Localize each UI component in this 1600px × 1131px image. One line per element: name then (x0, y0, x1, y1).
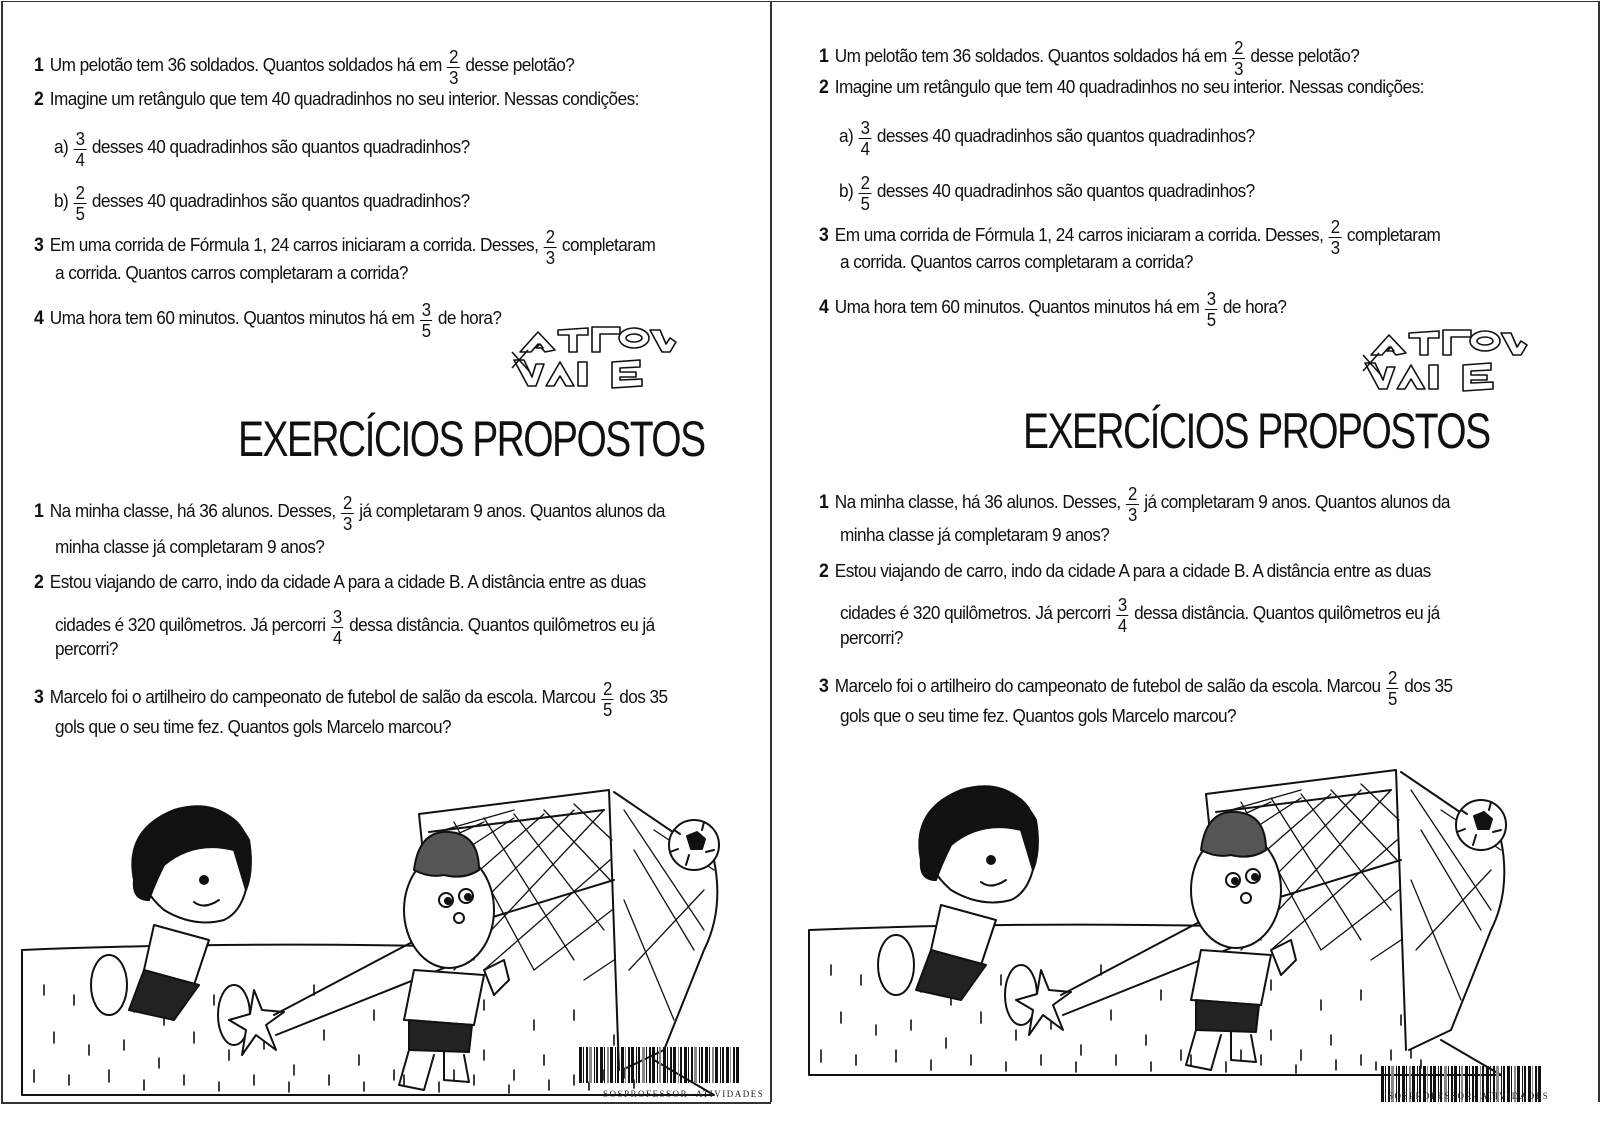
denominator: 4 (75, 150, 85, 170)
exercise-3-line-2: gols que o seu time fez. Quantos gols Marcelo marcou? (840, 705, 1236, 726)
exercise-1-line-2: minha classe já completaram 9 anos? (55, 536, 325, 557)
barcode-bar (678, 1047, 679, 1083)
kicker-character (878, 786, 1071, 1035)
numerator: 3 (332, 607, 342, 627)
barcode-bar (673, 1047, 676, 1083)
item-label: a) (54, 135, 69, 157)
denominator: 4 (860, 139, 870, 159)
question-text: Em uma corrida de Fórmula 1, 24 carros iniciaram a corrida. Desses, (834, 223, 1324, 245)
question-text: desses 40 quadradinhos são quantos quadradinhos? (876, 124, 1255, 146)
barcode-bar (617, 1047, 619, 1083)
barcode-caption: SOSPROFESSOR- ATIVIDADES (1388, 1091, 1550, 1101)
barcode-bar (628, 1047, 630, 1083)
worksheet-page-left (0, 0, 770, 1131)
fraction (341, 494, 353, 534)
denominator: 5 (1206, 310, 1216, 330)
denominator: 3 (1234, 59, 1243, 79)
barcode-bar (1381, 1066, 1384, 1102)
question-text: Em uma corrida de Fórmula 1, 24 carros iniciaram a corrida. Desses, (49, 233, 539, 255)
question-text: Estou viajando de carro, indo da cidade A para a cidade B. A distância entre as duas (834, 560, 1431, 581)
exercise-1 (819, 483, 1450, 523)
barcode-bar (642, 1047, 645, 1083)
barcode-bar (583, 1047, 584, 1083)
denominator: 4 (332, 628, 342, 648)
barcode-bar (649, 1047, 651, 1083)
question-number: 3 (34, 234, 44, 256)
barcode-icon (577, 1047, 742, 1083)
exercise-2-line-3: percorri? (840, 627, 903, 648)
question-number: 4 (34, 307, 44, 329)
question-text: desses 40 quadradinhos são quantos quadradinhos? (91, 135, 470, 157)
soccer-illustration (801, 750, 1541, 1080)
question-number: 1 (34, 54, 44, 76)
question-4 (34, 299, 501, 339)
exercise-2-line-3: percorri? (55, 638, 118, 659)
denominator: 3 (1128, 505, 1137, 525)
question-number: 2 (819, 77, 829, 98)
fraction (1232, 39, 1244, 79)
question-text: Imagine um retângulo que tem 40 quadradinhos no seu interior. Nessas condições: (49, 88, 639, 109)
fraction (601, 680, 613, 720)
barcode-bar (694, 1047, 697, 1083)
fraction (331, 608, 343, 648)
denominator: 3 (449, 68, 458, 88)
barcode-bar (636, 1047, 637, 1083)
question-text: desse pelotão? (465, 53, 575, 75)
question-3-line-2: a corrida. Quantos carros completaram a corrida? (840, 251, 1193, 272)
fraction (1126, 485, 1138, 525)
field-outline (809, 925, 1501, 1075)
barcode-caption: SOSPROFESSOR- ATIVIDADES (603, 1089, 765, 1099)
question-text: dessa distância. Quantos quilômetros eu já (349, 613, 655, 635)
barcode-bar (663, 1047, 666, 1083)
fraction (544, 228, 556, 268)
barcode-bar (579, 1047, 582, 1083)
volta-e-vai-logo (500, 322, 680, 392)
question-text: Um pelotão tem 36 soldados. Quantos soldados há em (834, 44, 1227, 66)
exercise-1 (34, 492, 665, 532)
numerator: 3 (860, 118, 870, 138)
denominator: 5 (75, 204, 85, 224)
question-text: Na minha classe, há 36 alunos. Desses, (834, 490, 1121, 512)
barcode-bar (722, 1047, 724, 1083)
denominator: 3 (343, 514, 352, 534)
item-label: a) (839, 124, 854, 146)
question-text: Uma hora tem 60 minutos. Quantos minutos há em (834, 295, 1200, 317)
barcode-bar (684, 1047, 687, 1083)
numerator: 3 (421, 300, 431, 320)
fraction (859, 119, 871, 159)
question-1 (34, 46, 574, 86)
exercise-1-line-2: minha classe já completaram 9 anos? (840, 524, 1110, 545)
barcode-bar (670, 1047, 672, 1083)
barcode-bar (625, 1047, 626, 1083)
numerator: 2 (1128, 484, 1137, 504)
numerator: 2 (603, 679, 612, 699)
barcode-bar (730, 1047, 731, 1083)
page-title: EXERCÍCIOS PROPOSTOS (1023, 403, 1490, 459)
question-text: desses 40 quadradinhos são quantos quadradinhos? (876, 179, 1255, 201)
barcode-bar (646, 1047, 647, 1083)
barcode-bar (715, 1047, 718, 1083)
worksheet-page-right (771, 0, 1600, 1131)
barcode-bar (589, 1047, 592, 1083)
fraction (447, 48, 459, 88)
numerator: 2 (1330, 217, 1340, 237)
barcode-bar (596, 1047, 598, 1083)
question-text: desse pelotão? (1250, 44, 1360, 66)
question-3 (34, 226, 655, 266)
fraction (74, 130, 86, 170)
denominator: 5 (603, 700, 612, 720)
exercise-3-line-2: gols que o seu time fez. Quantos gols Marcelo marcou? (55, 716, 451, 737)
barcode-bar (631, 1047, 634, 1083)
barcode-bar (691, 1047, 693, 1083)
barcode-bar (621, 1047, 624, 1083)
question-text: completaram (561, 233, 656, 255)
denominator: 5 (1388, 689, 1397, 709)
question-text: cidades é 320 quilômetros. Já percorri (55, 613, 326, 635)
barcode-bar (680, 1047, 682, 1083)
question-text: de hora? (437, 306, 502, 328)
question-number: 2 (34, 89, 44, 110)
barcode-bar (600, 1047, 603, 1083)
numerator: 2 (343, 493, 352, 513)
barcode-bar (1385, 1066, 1386, 1102)
question-2 (819, 76, 1424, 99)
question-text: Estou viajando de carro, indo da cidade A para a cidade B. A distância entre as duas (49, 571, 646, 592)
fraction (74, 184, 86, 224)
question-4 (819, 288, 1286, 328)
barcode-bar (720, 1047, 721, 1083)
question-number: 4 (819, 296, 829, 318)
question-2a (839, 117, 1255, 157)
barcode-bar (610, 1047, 613, 1083)
fraction (1116, 596, 1128, 636)
denominator: 3 (545, 248, 555, 268)
goalkeeper-character (1186, 812, 1296, 1070)
numerator: 3 (75, 129, 85, 149)
numerator: 3 (1206, 289, 1216, 309)
question-text: já completaram 9 anos. Quantos alunos da (359, 499, 665, 521)
fraction (1386, 669, 1398, 709)
question-number: 1 (34, 500, 44, 522)
barcode-bar (594, 1047, 595, 1083)
fraction (1205, 290, 1217, 330)
question-2a (54, 128, 470, 168)
denominator: 3 (1330, 238, 1340, 258)
numerator: 2 (545, 227, 555, 247)
question-text: Na minha classe, há 36 alunos. Desses, (49, 499, 336, 521)
barcode-bar (699, 1047, 700, 1083)
question-text: cidades é 320 quilômetros. Já percorri (840, 601, 1111, 623)
volta-e-vai-logo (1351, 325, 1531, 395)
numerator: 2 (449, 47, 458, 67)
fraction (859, 174, 871, 214)
question-2b (839, 172, 1255, 212)
barcode-bar (712, 1047, 714, 1083)
item-label: b) (54, 189, 69, 211)
barcode-bar (705, 1047, 708, 1083)
barcode-bar (604, 1047, 605, 1083)
question-text: de hora? (1222, 295, 1287, 317)
barcode-bar (586, 1047, 588, 1083)
barcode-bar (659, 1047, 661, 1083)
question-2b (54, 182, 470, 222)
barcode-bar (709, 1047, 710, 1083)
denominator: 5 (421, 321, 431, 341)
barcode-bar (607, 1047, 609, 1083)
exercise-3 (819, 667, 1453, 707)
barcode-bar (615, 1047, 616, 1083)
exercise-2-line-2 (55, 606, 655, 646)
item-label: b) (839, 179, 854, 201)
numerator: 2 (1234, 38, 1243, 58)
question-number: 3 (819, 675, 829, 697)
question-number: 3 (34, 686, 44, 708)
question-3 (819, 216, 1440, 256)
question-text: desses 40 quadradinhos são quantos quadradinhos? (91, 189, 470, 211)
barcode-bar (733, 1047, 735, 1083)
question-text: Um pelotão tem 36 soldados. Quantos soldados há em (49, 53, 442, 75)
fraction (420, 301, 432, 341)
question-text: Imagine um retângulo que tem 40 quadradinhos no seu interior. Nessas condições: (834, 76, 1424, 97)
question-3-line-2: a corrida. Quantos carros completaram a corrida? (55, 262, 408, 283)
numerator: 2 (860, 173, 870, 193)
numerator: 3 (1117, 595, 1127, 615)
question-number: 2 (819, 561, 829, 582)
barcode-bar (701, 1047, 703, 1083)
question-number: 3 (819, 224, 829, 246)
numerator: 2 (1388, 668, 1397, 688)
kicker-character (91, 806, 284, 1055)
question-text: completaram (1346, 223, 1441, 245)
barcode-bar (726, 1047, 729, 1083)
exercise-2-line-2 (840, 594, 1440, 634)
exercise-2 (819, 560, 1431, 583)
question-number: 1 (819, 45, 829, 67)
exercise-3 (34, 678, 668, 718)
question-2 (34, 88, 639, 111)
numerator: 2 (75, 183, 85, 203)
question-1 (819, 37, 1359, 77)
question-text: dos 35 (1404, 674, 1453, 696)
question-text: já completaram 9 anos. Quantos alunos da (1144, 490, 1450, 512)
denominator: 5 (860, 194, 870, 214)
question-text: Marcelo foi o artilheiro do campeonato de futebol de salão da escola. Marcou (834, 674, 1381, 696)
exercise-2 (34, 571, 646, 594)
barcode-bar (736, 1047, 739, 1083)
question-text: dos 35 (619, 685, 668, 707)
page-title: EXERCÍCIOS PROPOSTOS (238, 411, 705, 467)
barcode-bar (638, 1047, 640, 1083)
barcode-bar (652, 1047, 655, 1083)
goalkeeper-character (399, 832, 509, 1090)
question-number: 1 (819, 491, 829, 513)
barcode-bar (667, 1047, 668, 1083)
fraction (1329, 218, 1341, 258)
question-number: 2 (34, 572, 44, 593)
question-text: Uma hora tem 60 minutos. Quantos minutos há em (49, 306, 415, 328)
question-text: dessa distância. Quantos quilômetros eu já (1134, 601, 1440, 623)
denominator: 4 (1117, 616, 1127, 636)
barcode-bar (657, 1047, 658, 1083)
question-text: Marcelo foi o artilheiro do campeonato de futebol de salão da escola. Marcou (49, 685, 596, 707)
barcode-bar (688, 1047, 689, 1083)
